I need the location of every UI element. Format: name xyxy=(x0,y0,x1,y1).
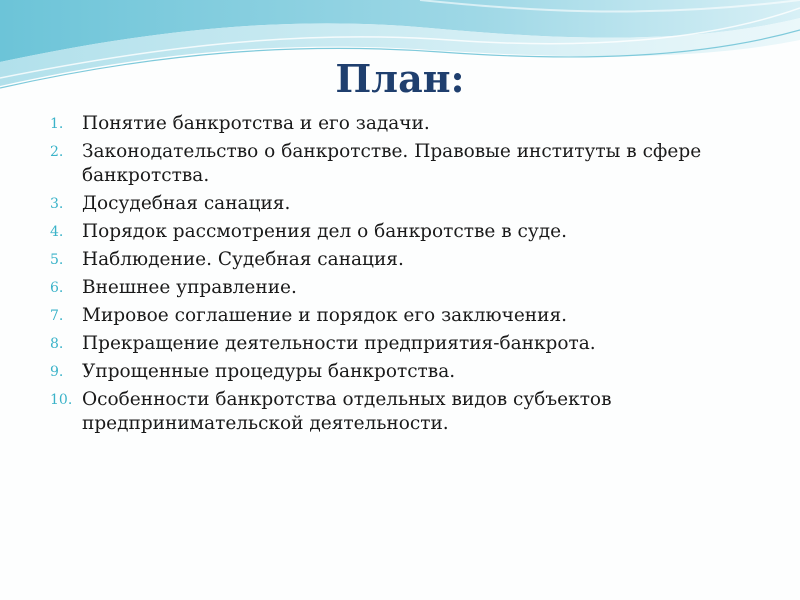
list-item xyxy=(50,332,750,356)
list-item-text: Досудебная санация. xyxy=(82,193,291,214)
list-item xyxy=(50,192,750,216)
list-item xyxy=(50,276,750,300)
list-item xyxy=(50,112,750,136)
list-item xyxy=(50,360,750,384)
list-item-number: 2. xyxy=(50,144,64,160)
list-item-number: 9. xyxy=(50,364,64,380)
list-item-number: 10. xyxy=(50,392,73,408)
list-item-text: Прекращение деятельности предприятия-банкрота. xyxy=(82,333,596,354)
list-item-text: Понятие банкротства и его задачи. xyxy=(82,113,430,134)
list-item-number: 3. xyxy=(50,196,64,212)
list-item-number: 8. xyxy=(50,336,64,352)
list-item-number: 5. xyxy=(50,252,64,268)
list-item xyxy=(50,248,750,272)
list-item-number: 4. xyxy=(50,224,64,240)
list-item-text: Внешнее управление. xyxy=(82,277,297,298)
list-item-text: Порядок рассмотрения дел о банкротстве в суде. xyxy=(82,221,567,242)
list-item xyxy=(50,140,750,188)
list-item-text: Мировое соглашение и порядок его заключения. xyxy=(82,305,568,326)
list-item xyxy=(50,388,750,436)
list-item-text: Упрощенные процедуры банкротства. xyxy=(82,361,456,382)
list-item-text: Наблюдение. Судебная санация. xyxy=(82,249,404,270)
list-item xyxy=(50,220,750,244)
slide-title: План: xyxy=(335,56,465,101)
list-item-number: 6. xyxy=(50,280,64,296)
list-item-text: Особенности банкротства отдельных видов субъектов предпринимательской деятельности. xyxy=(82,389,612,434)
list-item-text: Законодательство о банкротстве. Правовые институты в сфере банкротства. xyxy=(82,141,702,186)
plan-list xyxy=(50,112,750,440)
list-item-number: 7. xyxy=(50,308,64,324)
list-item-number: 1. xyxy=(50,116,64,132)
list-item xyxy=(50,304,750,328)
